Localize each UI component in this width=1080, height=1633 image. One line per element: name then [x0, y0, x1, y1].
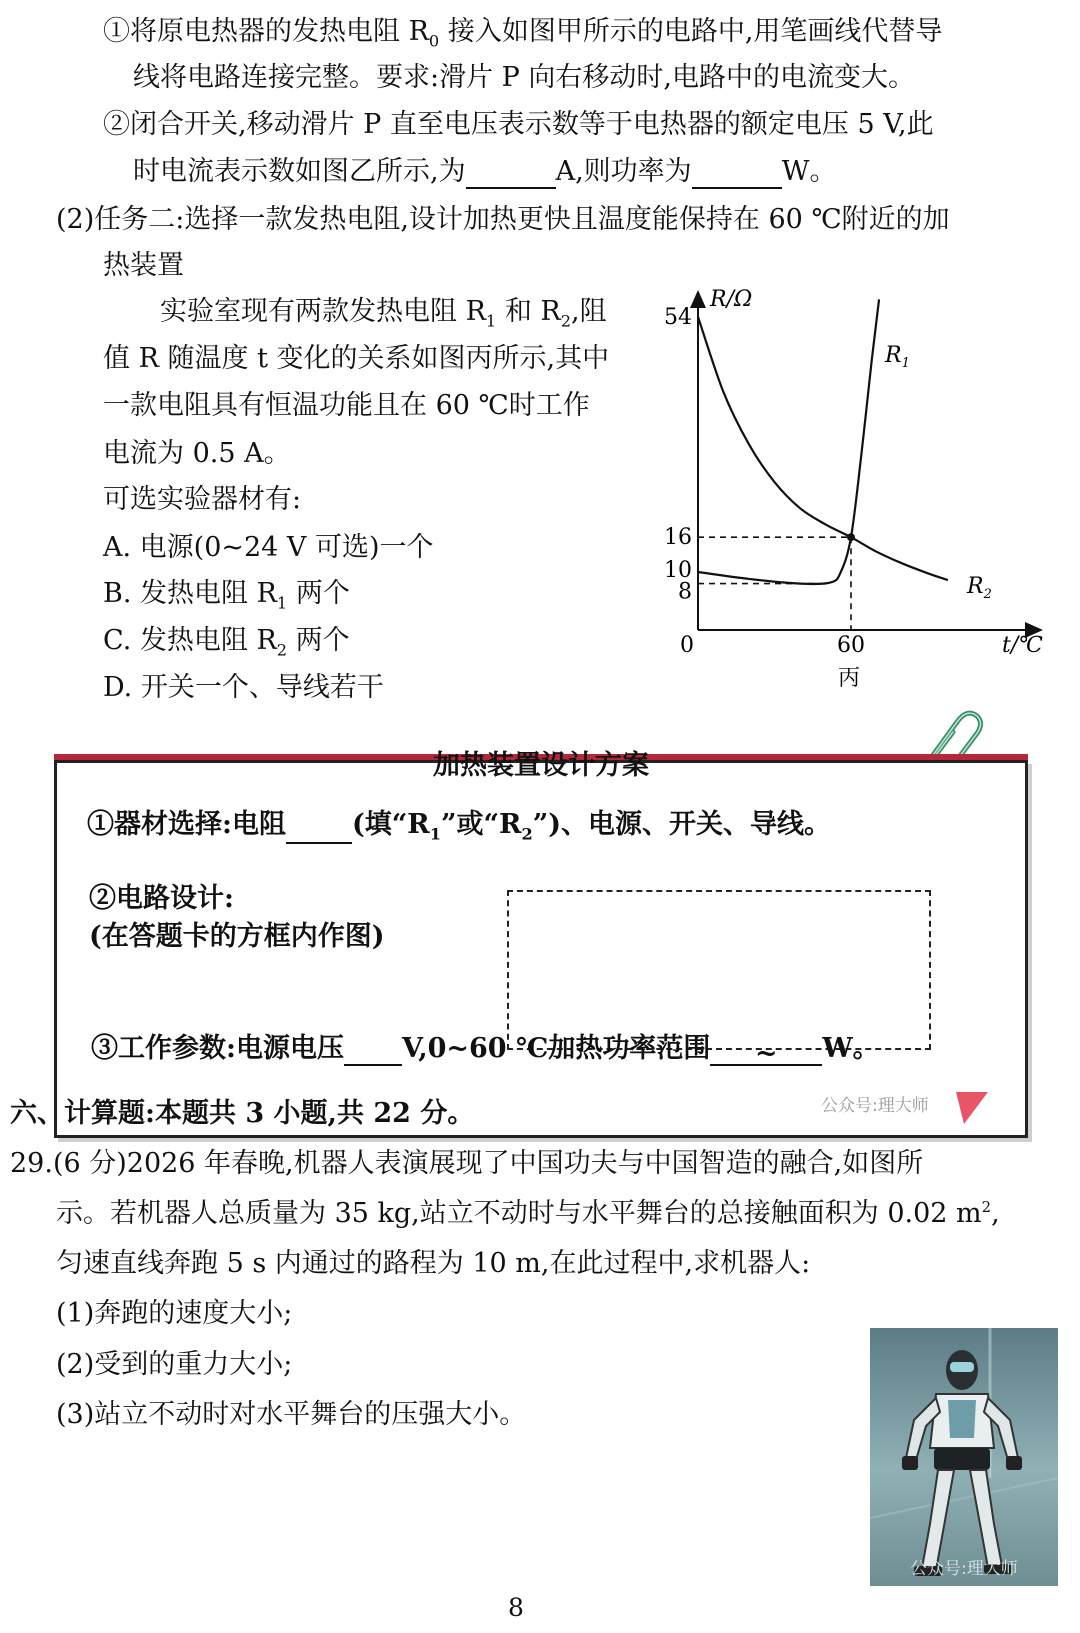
series-r1-line: [698, 299, 879, 584]
task1-step1-line2: 线将电路连接完整。要求:滑片 P 向右移动时,电路中的电流变大。: [133, 62, 916, 93]
page-number: 8: [508, 1593, 524, 1622]
design-item3: ③工作参数:电源电压 V,0~60 ℃加热功率范围 ~ W。: [91, 1033, 880, 1069]
q29-line2: 示。若机器人总质量为 35 kg,站立不动时与水平舞台的总接触面积为 0.02 $m^2$,: [56, 1198, 1000, 1229]
material-c: C. 发热电阻 $R_2$ 两个: [103, 625, 350, 660]
y-tick-8: 8: [678, 579, 692, 605]
task2-desc-line3: 一款电阻具有恒温功能且在 60 ℃时工作: [103, 390, 590, 421]
task2-title-line2: 热装置: [103, 250, 184, 281]
answer-blank-resistor[interactable]: [286, 814, 352, 844]
material-b: B. 发热电阻 $R_1$ 两个: [103, 578, 350, 613]
q29-line1: 29.(6 分)2026 年春晚,机器人表演展现了中国功夫与中国智造的融合,如图所: [10, 1148, 924, 1179]
q29-sub1: (1)奔跑的速度大小;: [56, 1298, 293, 1329]
design-scheme-box: [54, 750, 1028, 1138]
x-tick-60: 60: [837, 633, 865, 658]
task1-step2-line1: ②闭合开关,移动滑片 P 直至电压表示数等于电热器的额定电压 5 V,此: [103, 109, 934, 140]
robot-illustration-icon: [870, 1328, 1058, 1586]
answer-blank-voltage[interactable]: [344, 1036, 402, 1066]
resistance-temperature-chart: [664, 287, 1050, 700]
intersection-point: [847, 533, 855, 541]
x-axis-label: t/℃: [1002, 633, 1043, 658]
y-tick-16: 16: [664, 525, 692, 551]
box-watermark: 公众号:理大师: [821, 1096, 929, 1116]
photo-watermark: 公众号:理大师: [910, 1559, 1018, 1579]
y-axis-label: R/Ω: [710, 287, 753, 312]
material-a: A. 电源(0~24 V 可选)一个: [103, 532, 434, 563]
task2-desc-line2: 值 R 随温度 t 变化的关系如图丙所示,其中: [103, 343, 610, 374]
q29-sub2: (2)受到的重力大小;: [56, 1349, 293, 1380]
q29-line3: 匀速直线奔跑 5 s 内通过的路程为 10 m,在此过程中,求机器人:: [56, 1248, 811, 1279]
design-item1: ①器材选择:电阻 (填“$R_1$”或“$R_2$”)、电源、开关、导线。: [87, 809, 832, 844]
chart-caption: 丙: [838, 666, 861, 691]
robot-photo: [870, 1328, 1058, 1586]
series-r2-label: $R_2$: [967, 574, 992, 602]
design-item2-line1: ②电路设计:: [89, 883, 234, 914]
task1-step1-line1: ①将原电热器的发热电阻 $R_0$ 接入如图甲所示的电路中,用笔画线代替导: [103, 16, 943, 51]
task2-desc-line1: 实验室现有两款发热电阻 $R_1$ 和 $R_2$,阻: [160, 296, 607, 331]
task1-step2-line2: 时电流表示数如图乙所示,为 A,则功率为 W。: [133, 154, 836, 189]
q29-sub3: (3)站立不动时对水平舞台的压强大小。: [56, 1399, 527, 1430]
answer-blank-power-range[interactable]: ~: [710, 1036, 822, 1066]
materials-title: 可选实验器材有:: [103, 484, 302, 515]
origin-label: 0: [680, 633, 694, 658]
design-item2-line2: (在答题卡的方框内作图): [89, 921, 385, 952]
design-title: 加热装置设计方案: [433, 750, 649, 781]
task2-desc-line4: 电流为 0.5 A。: [103, 438, 291, 469]
y-tick-54: 54: [664, 304, 692, 330]
task2-title-line1: (2)任务二:选择一款发热电阻,设计加热更快且温度能保持在 60 ℃附近的加: [56, 204, 950, 235]
circuit-drawing-area[interactable]: [507, 890, 931, 1050]
section6-header: 六、计算题:本题共 3 小题,共 22 分。: [10, 1098, 475, 1129]
series-r2-line: [698, 317, 948, 580]
y-tick-10: 10: [664, 558, 692, 583]
folded-corner-icon: [952, 1088, 992, 1128]
answer-blank-current[interactable]: [466, 159, 556, 189]
material-d: D. 开关一个、导线若干: [103, 672, 384, 703]
answer-blank-power[interactable]: [692, 159, 782, 189]
series-r1-label: $R_1$: [885, 343, 910, 371]
